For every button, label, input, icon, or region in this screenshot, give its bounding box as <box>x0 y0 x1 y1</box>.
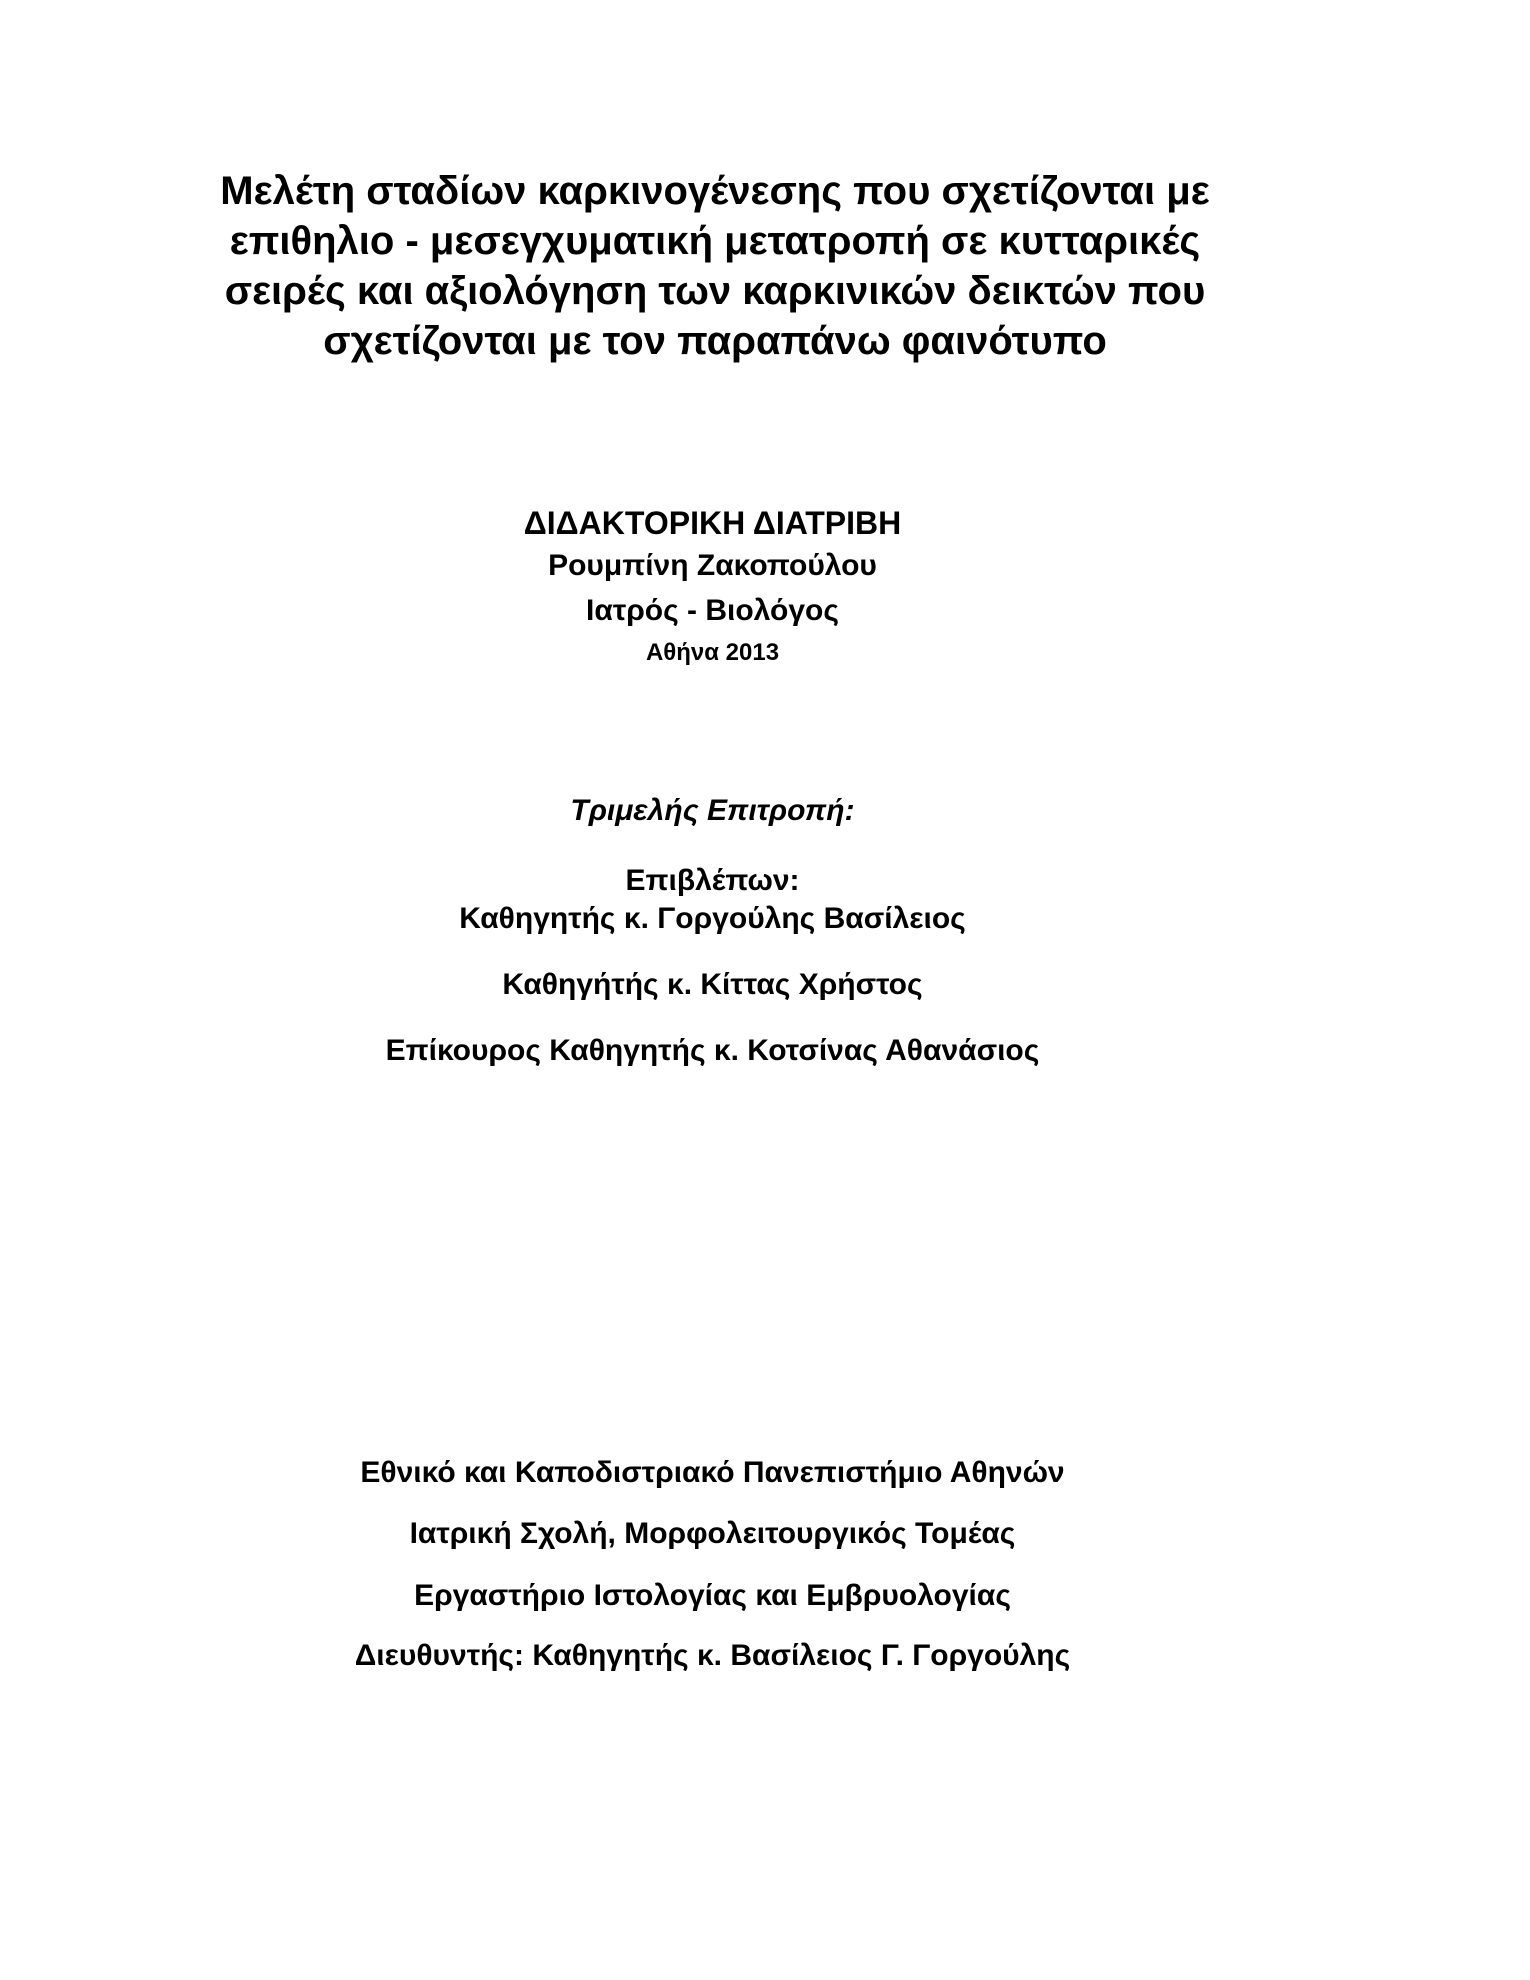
committee-member: Καθηγητής κ. Γοργούλης Βασίλειος <box>459 902 966 935</box>
committee-member: Επίκουρος Καθηγητής κ. Κοτσίνας Αθανάσιος <box>385 1034 1040 1067</box>
thesis-title-line: σειρές και αξιολόγηση των καρκινικών δεικτών που <box>224 269 1206 313</box>
institution-line: Ιατρική Σχολή, Μορφολειτουργικός Τομέας <box>409 1517 1016 1550</box>
thesis-title-line: Μελέτη σταδίων καρκινογένεσης που σχετίζονται με <box>220 169 1210 213</box>
committee-heading: Τριμελής Επιτροπή: <box>570 794 855 827</box>
author-profession: Ιατρός - Βιολόγος <box>586 594 839 627</box>
thesis-title <box>170 166 1260 366</box>
institution-line: Εργαστήριο Ιστολογίας και Εμβρυολογίας <box>414 1579 1011 1612</box>
committee-member: Καθηγήτής κ. Κίττας Χρήστος <box>502 968 923 1001</box>
institution-line: Διευθυντής: Καθηγητής κ. Βασίλειος Γ. Γοργούλης <box>354 1639 1071 1672</box>
thesis-type: ΔΙΔΑΚΤΟΡΙΚΗ ΔΙΑΤΡΙΒΗ <box>523 505 902 541</box>
institution-line: Εθνικό και Καποδιστριακό Πανεπιστήμιο Αθηνών <box>360 1456 1065 1489</box>
supervisor-label: Επιβλέπων: <box>625 864 800 897</box>
thesis-title-line: σχετίζονται με τον παραπάνω φαινότυπο <box>323 319 1107 363</box>
place-and-year: Αθήνα 2013 <box>645 639 780 666</box>
author-name: Ρουμπίνη Ζακοπούλου <box>548 549 877 582</box>
thesis-title-line: επιθηλιο - μεσεγχυματική μετατροπή σε κυτταρικές <box>229 219 1201 263</box>
